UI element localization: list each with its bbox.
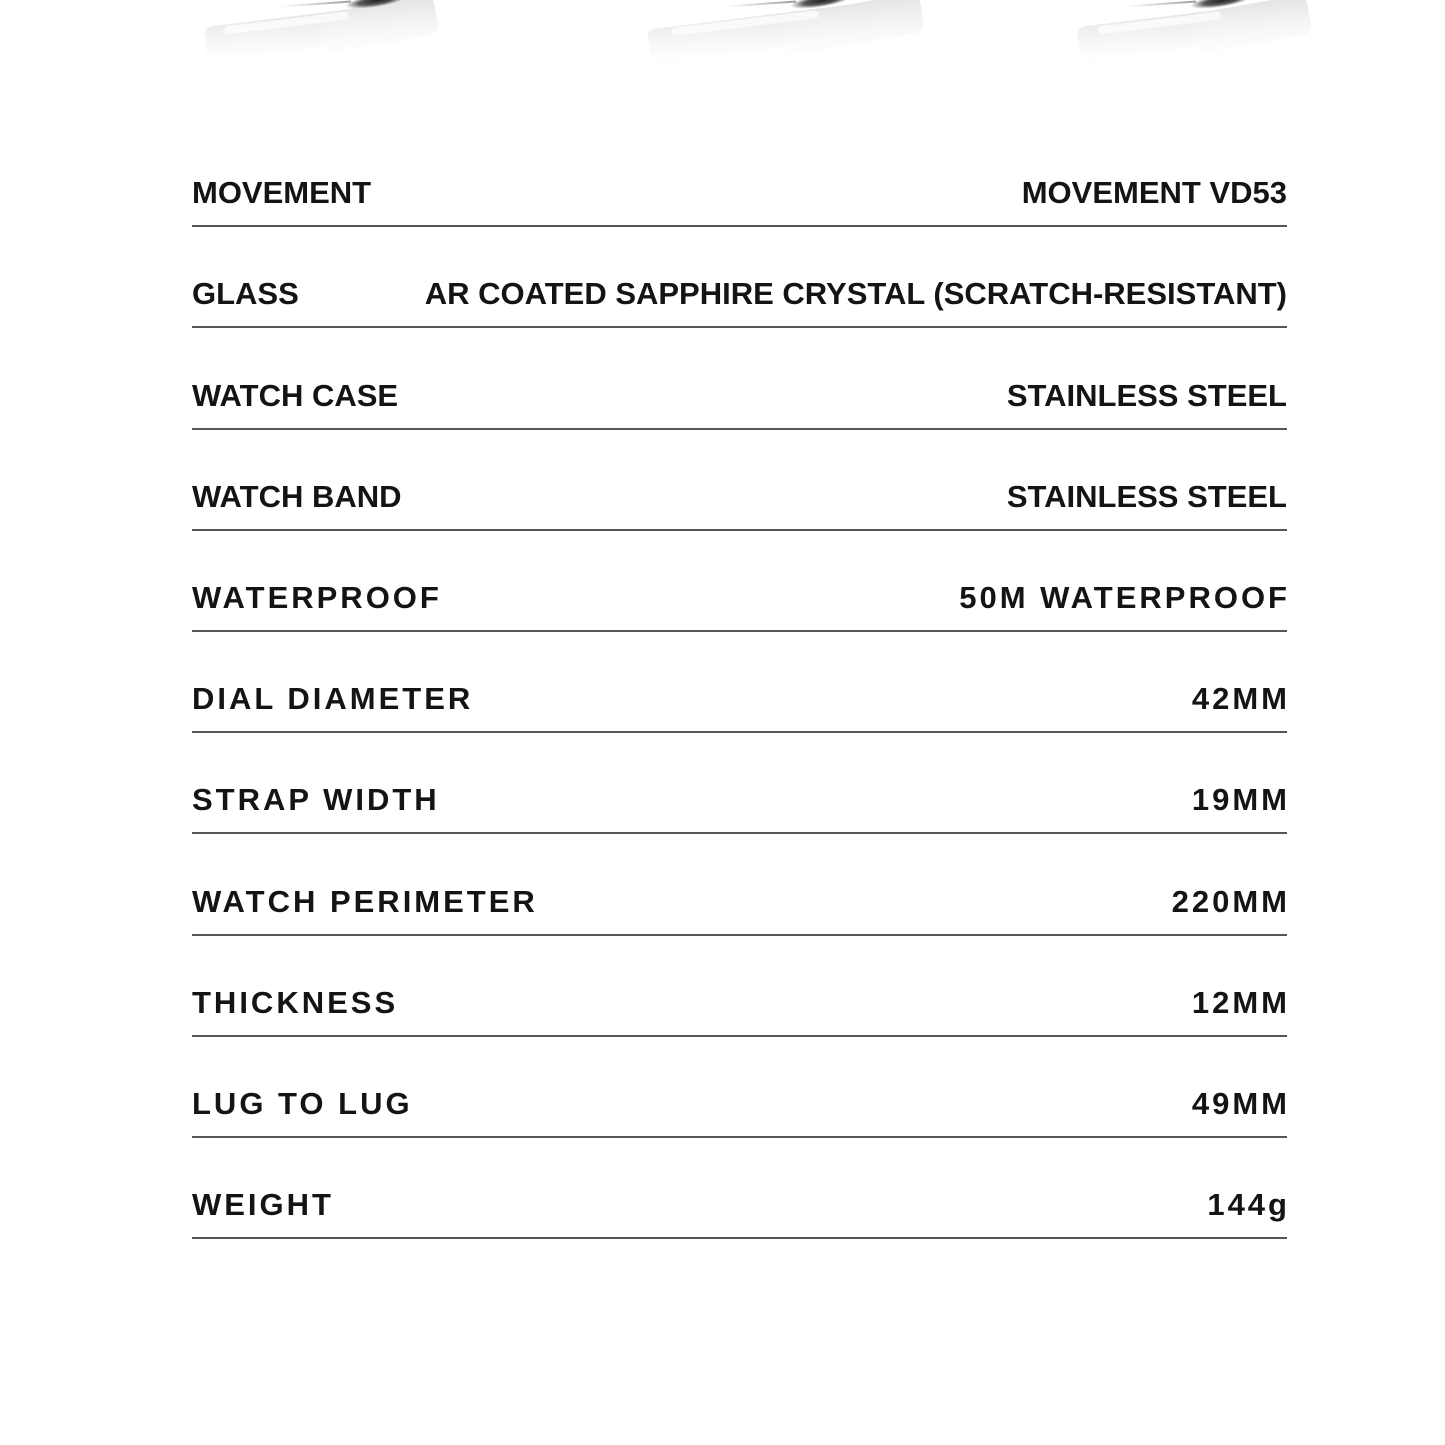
spec-label: WEIGHT [192, 1187, 334, 1223]
spec-label: GLASS [192, 276, 299, 312]
spec-value: 19MM [1191, 782, 1290, 818]
spec-value: STAINLESS STEEL [1006, 478, 1287, 514]
spec-value: 42MM [1191, 681, 1290, 717]
watch-bracelet-photo-right [1078, 0, 1293, 58]
spec-label: STRAP WIDTH [192, 782, 440, 818]
spec-row-watch-perimeter [192, 834, 1290, 935]
watch-bracelet-photo-center [648, 0, 903, 58]
spec-row-movement [192, 126, 1287, 227]
spec-row-lug-to-lug [192, 1037, 1290, 1138]
spec-row-dial-diameter [192, 632, 1290, 733]
watch-photos-strip [0, 0, 1445, 80]
spec-value: STAINLESS STEEL [1006, 377, 1287, 413]
spec-value: 220MM [1171, 883, 1290, 919]
bracelet-edge [1126, 1, 1196, 8]
spec-label: WATERPROOF [192, 579, 442, 615]
spec-label: WATCH CASE [192, 377, 399, 413]
spec-row-watch-case [192, 328, 1287, 429]
spec-label: THICKNESS [192, 984, 399, 1020]
spec-value: 50M WATERPROOF [959, 579, 1290, 615]
spec-row-weight [192, 1138, 1290, 1239]
spec-label: DIAL DIAMETER [192, 681, 474, 717]
spec-value: 144g [1207, 1187, 1290, 1223]
spec-label: WATCH PERIMETER [192, 883, 538, 919]
bracelet-edge [281, 1, 351, 8]
spec-row-thickness [192, 936, 1290, 1037]
spec-label: LUG TO LUG [192, 1085, 413, 1121]
spec-value: 49MM [1191, 1085, 1290, 1121]
spec-label: MOVEMENT [192, 175, 372, 211]
spec-row-waterproof [192, 531, 1290, 632]
spec-table [192, 126, 1290, 1239]
spec-value: 12MM [1191, 984, 1290, 1020]
spec-row-strap-width [192, 733, 1290, 834]
spec-row-watch-band [192, 430, 1287, 531]
spec-value: MOVEMENT VD53 [1021, 175, 1287, 211]
spec-label: WATCH BAND [192, 478, 402, 514]
spec-row-glass [192, 227, 1287, 328]
spec-value: AR COATED SAPPHIRE CRYSTAL (SCRATCH-RESISTANT) [424, 276, 1287, 312]
bracelet-edge [726, 1, 796, 8]
bracelet-shape [316, 0, 439, 54]
watch-bracelet-photo-left [205, 0, 420, 58]
